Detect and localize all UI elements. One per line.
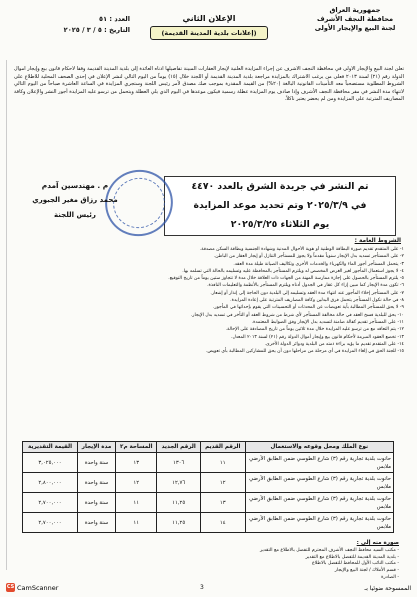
header-line-committee: لجنة البيع والإيجار الأولى	[314, 24, 396, 32]
copies-title: صورة منه إلى :	[356, 540, 399, 546]
scanned-with-label: الممسوحة ضوئيا بـ	[364, 585, 411, 592]
header-notice	[150, 14, 268, 40]
property-description: حانوت بلدية تجارية رقم (٣) شارع الطوسي ضمن الطابق الأرضي	[249, 475, 391, 482]
condition-item: ١- على المتقدم تقديم صورة البطاقة الوطنية أو هوية الأحوال المدنية وشهادة الجنسية وبطاقة السكن مصدقة.	[199, 247, 404, 252]
conditions-title: الشروط العامة :	[354, 238, 401, 244]
signature-role: رئيس اللجنة	[54, 211, 96, 219]
header-authority	[307, 6, 403, 33]
property-description: حانوت بلدية تجارية رقم (٣) شارع الطوسي ضمن الطابق الأرضي	[249, 515, 391, 522]
camscanner-watermark	[6, 583, 58, 592]
cell-property	[245, 513, 393, 533]
cell-old-number: ١١	[200, 453, 245, 473]
condition-item: ٣- يتحمل المستأجر أجور الماء والكهرباء والخدمات الأخرى وتكاليف الصيانة طيلة مدة العقد.	[233, 261, 404, 267]
scan-margin-line	[6, 60, 7, 570]
stamp-line-2: في ٢٠٢٥/٣/٩ وتم تحديد موعد المزايدة	[193, 200, 367, 211]
col-period: مدة الإيجار	[78, 442, 116, 453]
intro-paragraph: تعلن لجنة البيع والإيجار الأولى في محافظة النجف الأشرف عن إجراء المزايدة العلنية لإيجار العقارات المبينة تفاصيلها أدناه العائدة إلى بلدية المدينة القديمة وفقاً لأحكام قانون بيع وإيجار أموال الدولة رقم (٢١) لسنة ٢٠١٣ فعلى من يرغب الاشتراك بالمزايدة مراجعة بلدية المدينة القديمة أو اللجنة خلال (١٥) يوماً من اليوم التالي لنشر الإعلان في إحدى الصحف المحلية للاطلاع على الشروط المطلوبة مستصحباً معه التأمينات القانونية البالغة (٢٠%) من القيمة المقدرة بموجب صك مصدق لأمر رئيس اللجنة وستجري المزايدة في الساعة العاشرة صباحاً من اليوم التالي لانتهاء مدة النشر في مقر محافظة النجف الأشرف وإذا صادف يوم المزايدة عطلة رسمية فيكون موعدها في اليوم الذي يلي العطلة ويتحمل من ترسو عليه المزايدة أجور النشر والإعلان وكافة المصاريف المترتبة على المزايدة ومن لم يحضر يعتبر ناكلاً.	[14, 66, 404, 103]
condition-item: ٧- على المستأجر إخلاء المأجور عند انتهاء مدة العقد وتسليمه إلى البلدية دون الحاجة إلى إنذار أو إشعار.	[210, 290, 404, 296]
publication-stamp	[164, 176, 396, 236]
properties-table	[22, 441, 394, 533]
copy-recipient: - بلدية المدينة القديمة للتفضل بالاطلاع مع التقدير	[305, 554, 399, 560]
cell-old-number: ١٢	[200, 473, 245, 493]
cell-period: سنة واحدة	[78, 453, 116, 473]
signature-block	[20, 178, 130, 223]
notice-title: الإعلان الثاني	[182, 14, 236, 23]
property-description: حانوت بلدية تجارية رقم (٣) شارع الطوسي ضمن الطابق الأرضي	[249, 495, 391, 502]
copy-recipient: - قسم الأملاك / لجنة البيع والإيجار	[334, 568, 399, 574]
cell-area: ١١	[116, 513, 157, 533]
condition-item: ١٤- على المتقدم تقديم ما يؤيد براءة ذمته من البلدية ودوائر الدولة الأخرى.	[264, 341, 404, 347]
header-line-country: جمهورية العراق	[329, 6, 381, 14]
stamp-line-3: يوم الثلاثاء ٢٠٢٥/٣/٢٥	[230, 219, 330, 230]
page-number: 3	[200, 584, 204, 591]
table-row	[23, 493, 394, 513]
condition-item: ٥- يلتزم المستأجر بالحصول على إجازة ممارسة المهنة من الجهات ذات العلاقة خلال مدة لا تتجاوز ستين يوماً من تاريخ التوقيع.	[168, 276, 404, 282]
condition-item: ٨- في حالة نكول المستأجر يتحمل فرق البدلين وكافة المصاريف المترتبة على إعادة المزايدة.	[230, 298, 404, 304]
cell-new-number: ١١,٢٥	[157, 513, 200, 533]
condition-item: ٢- على المستأجر تسديد بدل الإيجار سنوياً مقدماً ولا يجوز للمستأجر التنازل أو إيجار العقار من الباطن.	[213, 254, 404, 260]
copy-recipient: - مكتب النائب الأول للمحافظ للتفضل بالاطلاع	[311, 561, 399, 567]
cell-area: ١٢	[116, 473, 157, 493]
cell-new-number: ١٣٠٦	[157, 453, 200, 473]
camscanner-logo-icon: CS	[6, 584, 15, 590]
signature-title: م . مهندسين آمدم	[41, 181, 109, 190]
header-line-governorate: محافظة النجف الأشرف	[316, 15, 394, 23]
condition-item: ١٢- يتم التعاقد مع من ترسو عليه المزايدة خلال مدة ثلاثين يوماً من تاريخ المصادقة على الإحالة.	[225, 327, 404, 333]
table-row	[23, 473, 394, 493]
col-new-number: الرقم الجديد	[157, 442, 200, 453]
cell-period: سنة واحدة	[78, 513, 116, 533]
condition-item: ٤- لا يجوز استعمال المأجور لغير الغرض المخصص له ويلتزم المستأجر بالمحافظة عليه وتسليمه بالحالة التي تسلمه بها.	[182, 268, 404, 274]
cell-property	[245, 473, 393, 493]
camscanner-label: CamScanner	[17, 583, 59, 592]
table-header-row	[23, 442, 394, 453]
copies-list	[199, 548, 399, 582]
cell-value: ٢,٧٠٠,٠٠٠	[23, 493, 78, 513]
cell-period: سنة واحدة	[78, 493, 116, 513]
cell-new-number: ١٢,٧٦	[157, 473, 200, 493]
property-use: ملابس	[376, 483, 391, 490]
stamp-line-1: تم النشر في جريدة الشرق بالعدد ٤٤٧٠	[191, 181, 369, 192]
header-reference	[20, 14, 130, 36]
cell-property	[245, 493, 393, 513]
col-value: القيمة التقديرية	[23, 442, 78, 453]
copy-recipient: - مكتب السيد محافظ النجف الأشرف المحترم للتفضل بالاطلاع مع التقدير	[259, 548, 399, 553]
col-property: نوع الملك ومحل وقوعه والاستعمال	[245, 442, 393, 453]
reference-date: التاريخ : ٥ / ٣ / ٢٠٢٥	[63, 26, 130, 34]
signature-name: محمد رزاق مغير الجبوري	[32, 196, 118, 204]
property-use: ملابس	[376, 463, 391, 470]
col-old-number: الرقم القديم	[200, 442, 245, 453]
notice-subtitle: (إعلانات بلدية المدينة القديمة)	[150, 26, 268, 40]
cell-property	[245, 453, 393, 473]
condition-item: ٦- تكون مدة الإيجار كما مبين إزاء كل عقار في الجدول أدناه ويلتزم المستأجر بالأنظمة والتعليمات النافذة.	[207, 283, 404, 289]
condition-item: ٩- لا يحق للمستأجر المطالبة بأية تعويضات عن المحدثات أو التحسينات التي يقوم بإحداثها في المأجور.	[212, 305, 404, 311]
property-use: ملابس	[376, 523, 391, 530]
cell-area: ١١	[116, 493, 157, 513]
condition-item: ١٥- للجنة الحق في إلغاء المزايدة في أي مرحلة من مراحلها دون أن يحق للمشاركين المطالبة بأي تعويض.	[205, 349, 404, 355]
property-description: حانوت بلدية تجارية رقم (٣) شارع الطوسي ضمن الطابق الأرضي	[249, 455, 391, 462]
table-row	[23, 453, 394, 473]
reference-number: العدد : ٥١	[99, 15, 130, 23]
col-area: المساحة م٢	[116, 442, 157, 453]
cell-period: سنة واحدة	[78, 473, 116, 493]
cell-value: ٢,٧٠٠,٠٠٠	[23, 513, 78, 533]
cell-area: ١٣	[116, 453, 157, 473]
property-use: ملابس	[376, 503, 391, 510]
condition-item: ١٠- يحق للبلدية فسخ العقد في حالة مخالفة المستأجر لأي شرط من شروط العقد أو التأخر في تسديد بدل الإيجار.	[190, 312, 404, 318]
cell-old-number: ١٤	[200, 513, 245, 533]
condition-item: ١٣- تخضع العقود المبرمة لأحكام قانون بيع وإيجار أموال الدولة رقم (٢١) لسنة ٢٠١٣ المعدل.	[231, 334, 404, 340]
cell-old-number: ١٣	[200, 493, 245, 513]
copy-recipient: - الصادرة	[381, 574, 399, 580]
conditions-list	[14, 246, 404, 438]
cell-value: ٢,٨٠٠,٠٠٠	[23, 473, 78, 493]
cell-value: ٣,٠٢٥,٠٠٠	[23, 453, 78, 473]
table-row	[23, 513, 394, 533]
cell-new-number: ١١,٢٥	[157, 493, 200, 513]
condition-item: ١١- على المستأجر تقديم كفالة ضامنة لتسديد بدل الإيجار وفق الضوابط المعتمدة.	[251, 319, 404, 325]
